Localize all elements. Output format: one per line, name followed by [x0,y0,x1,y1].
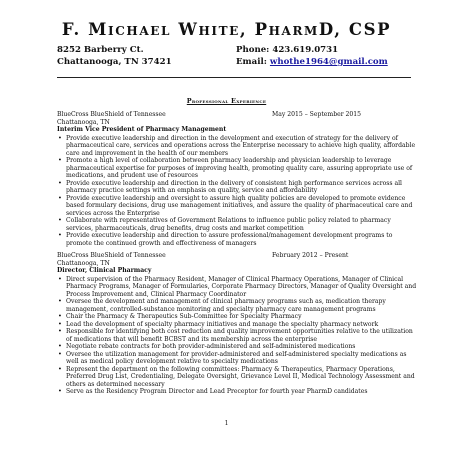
list-item: • Responsible for identifying both cost reduction and quality improvement opportunities relative to the utilization of medications that will benefit BCBST and its membership across the enterprise [57,328,417,343]
job-bullets [57,276,417,396]
job-location: Chattanooga, TN [57,118,110,126]
list-item: • Represent the department on the following committees: Pharmacy & Therapeutics, Pharmacy Operations, Preferred Drug List, Credentialing, Delegate Oversight, Grievance Level II, Medical Technology Assessment and others as determined necessary [57,366,417,389]
email-line [236,56,388,68]
job-entry [57,111,417,247]
phone-label: Phone: [236,45,270,55]
list-item: • Promote a high level of collaboration between pharmacy leadership and physician leadership to leverage pharmaceutical expertise for purposes of improving health, promoting quality care, assuring appropriate use of medications, and prudent use of resources [57,157,417,180]
job-location: Chattanooga, TN [57,259,110,267]
section-heading [0,97,453,105]
job-bullets [57,135,417,248]
header-divider [57,77,411,78]
candidate-name: F. Michael White, PharmD, CSP [61,20,392,39]
list-item: • Provide executive leadership and direction in the delivery of consistent high performance services across all pharmacy practice settings with an emphasis on quality, service and affordability [57,180,417,195]
job-title: Director, Clinical Pharmacy [57,267,152,274]
employer: BlueCross BlueShield of Tennessee [57,252,166,259]
list-item: • Provide executive leadership and oversight to assure high quality policies are developed to promote evidence based formulary decisions, drug use management initiatives, and assure the quality of pharmaceutical care and services across the Enterprise [57,195,417,218]
job-header [57,111,417,119]
list-item: • Provide executive leadership and direction to assure professional/management development programs to promote the continued growth and effectiveness of managers [57,232,417,247]
phone-line [236,44,388,56]
phone-number: 423.619.0731 [272,45,339,55]
list-item: • Collaborate with representatives of Government Relations to influence public policy related to pharmacy services, pharmaceuticals, drug benefits, drug costs and market competition [57,217,417,232]
list-item: • Oversee the development and management of clinical pharmacy programs such as, medication therapy management, controlled-substance monitoring and specialty pharmacy care management programs [57,298,417,313]
job-dates: May 2015 – September 2015 [272,111,362,118]
employer: BlueCross BlueShield of Tennessee [57,111,166,118]
job-dates: February 2012 – Present [272,252,349,259]
list-item: • Direct supervision of the Pharmacy Resident, Manager of Clinical Pharmacy Operations, Manager of Clinical Pharmacy Programs, Manager of Formularies, Corporate Pharmacy Directors, Manager of Quality Oversight and Process Improvement and, Clinical Pharmacy Coordinator [57,276,417,299]
list-item: • Oversee the utilization management for provider-administered and self-administered specialty medications as well as medical policy development relative to specialty medications [57,351,417,366]
page-number: 1 [224,420,229,427]
list-item: • Lead the development of specialty pharmacy initiatives and manage the specialty pharmacy network [57,321,417,329]
list-item: • Negotiate rebate contracts for both provider-administered and self-administered medications [57,343,417,351]
address-city: Chattanooga, TN 37421 [57,57,172,67]
email-link[interactable]: whothe1964@gmail.com [269,57,388,67]
job-entry [57,252,417,396]
job-header [57,252,417,260]
address-block [57,44,172,68]
list-item: • Provide executive leadership and direction in the development and execution of strategy for the delivery of pharmaceutical care, services and operations across the Enterprise necessary to achieve high quality, affordable care and improvement in the health of our members [57,135,417,158]
contact-block [236,44,388,68]
section-title: Professional Experience [186,97,267,105]
email-label: Email: [236,57,267,67]
job-title: Interim Vice President of Pharmacy Management [57,126,227,133]
address-street: 8252 Barberry Ct. [57,45,144,55]
list-item: • Chair the Pharmacy & Therapeutics Sub-Committee for Specialty Pharmacy [57,313,417,321]
list-item: • Serve as the Residency Program Director and Lead Preceptor for fourth year PharmD candidates [57,388,417,396]
